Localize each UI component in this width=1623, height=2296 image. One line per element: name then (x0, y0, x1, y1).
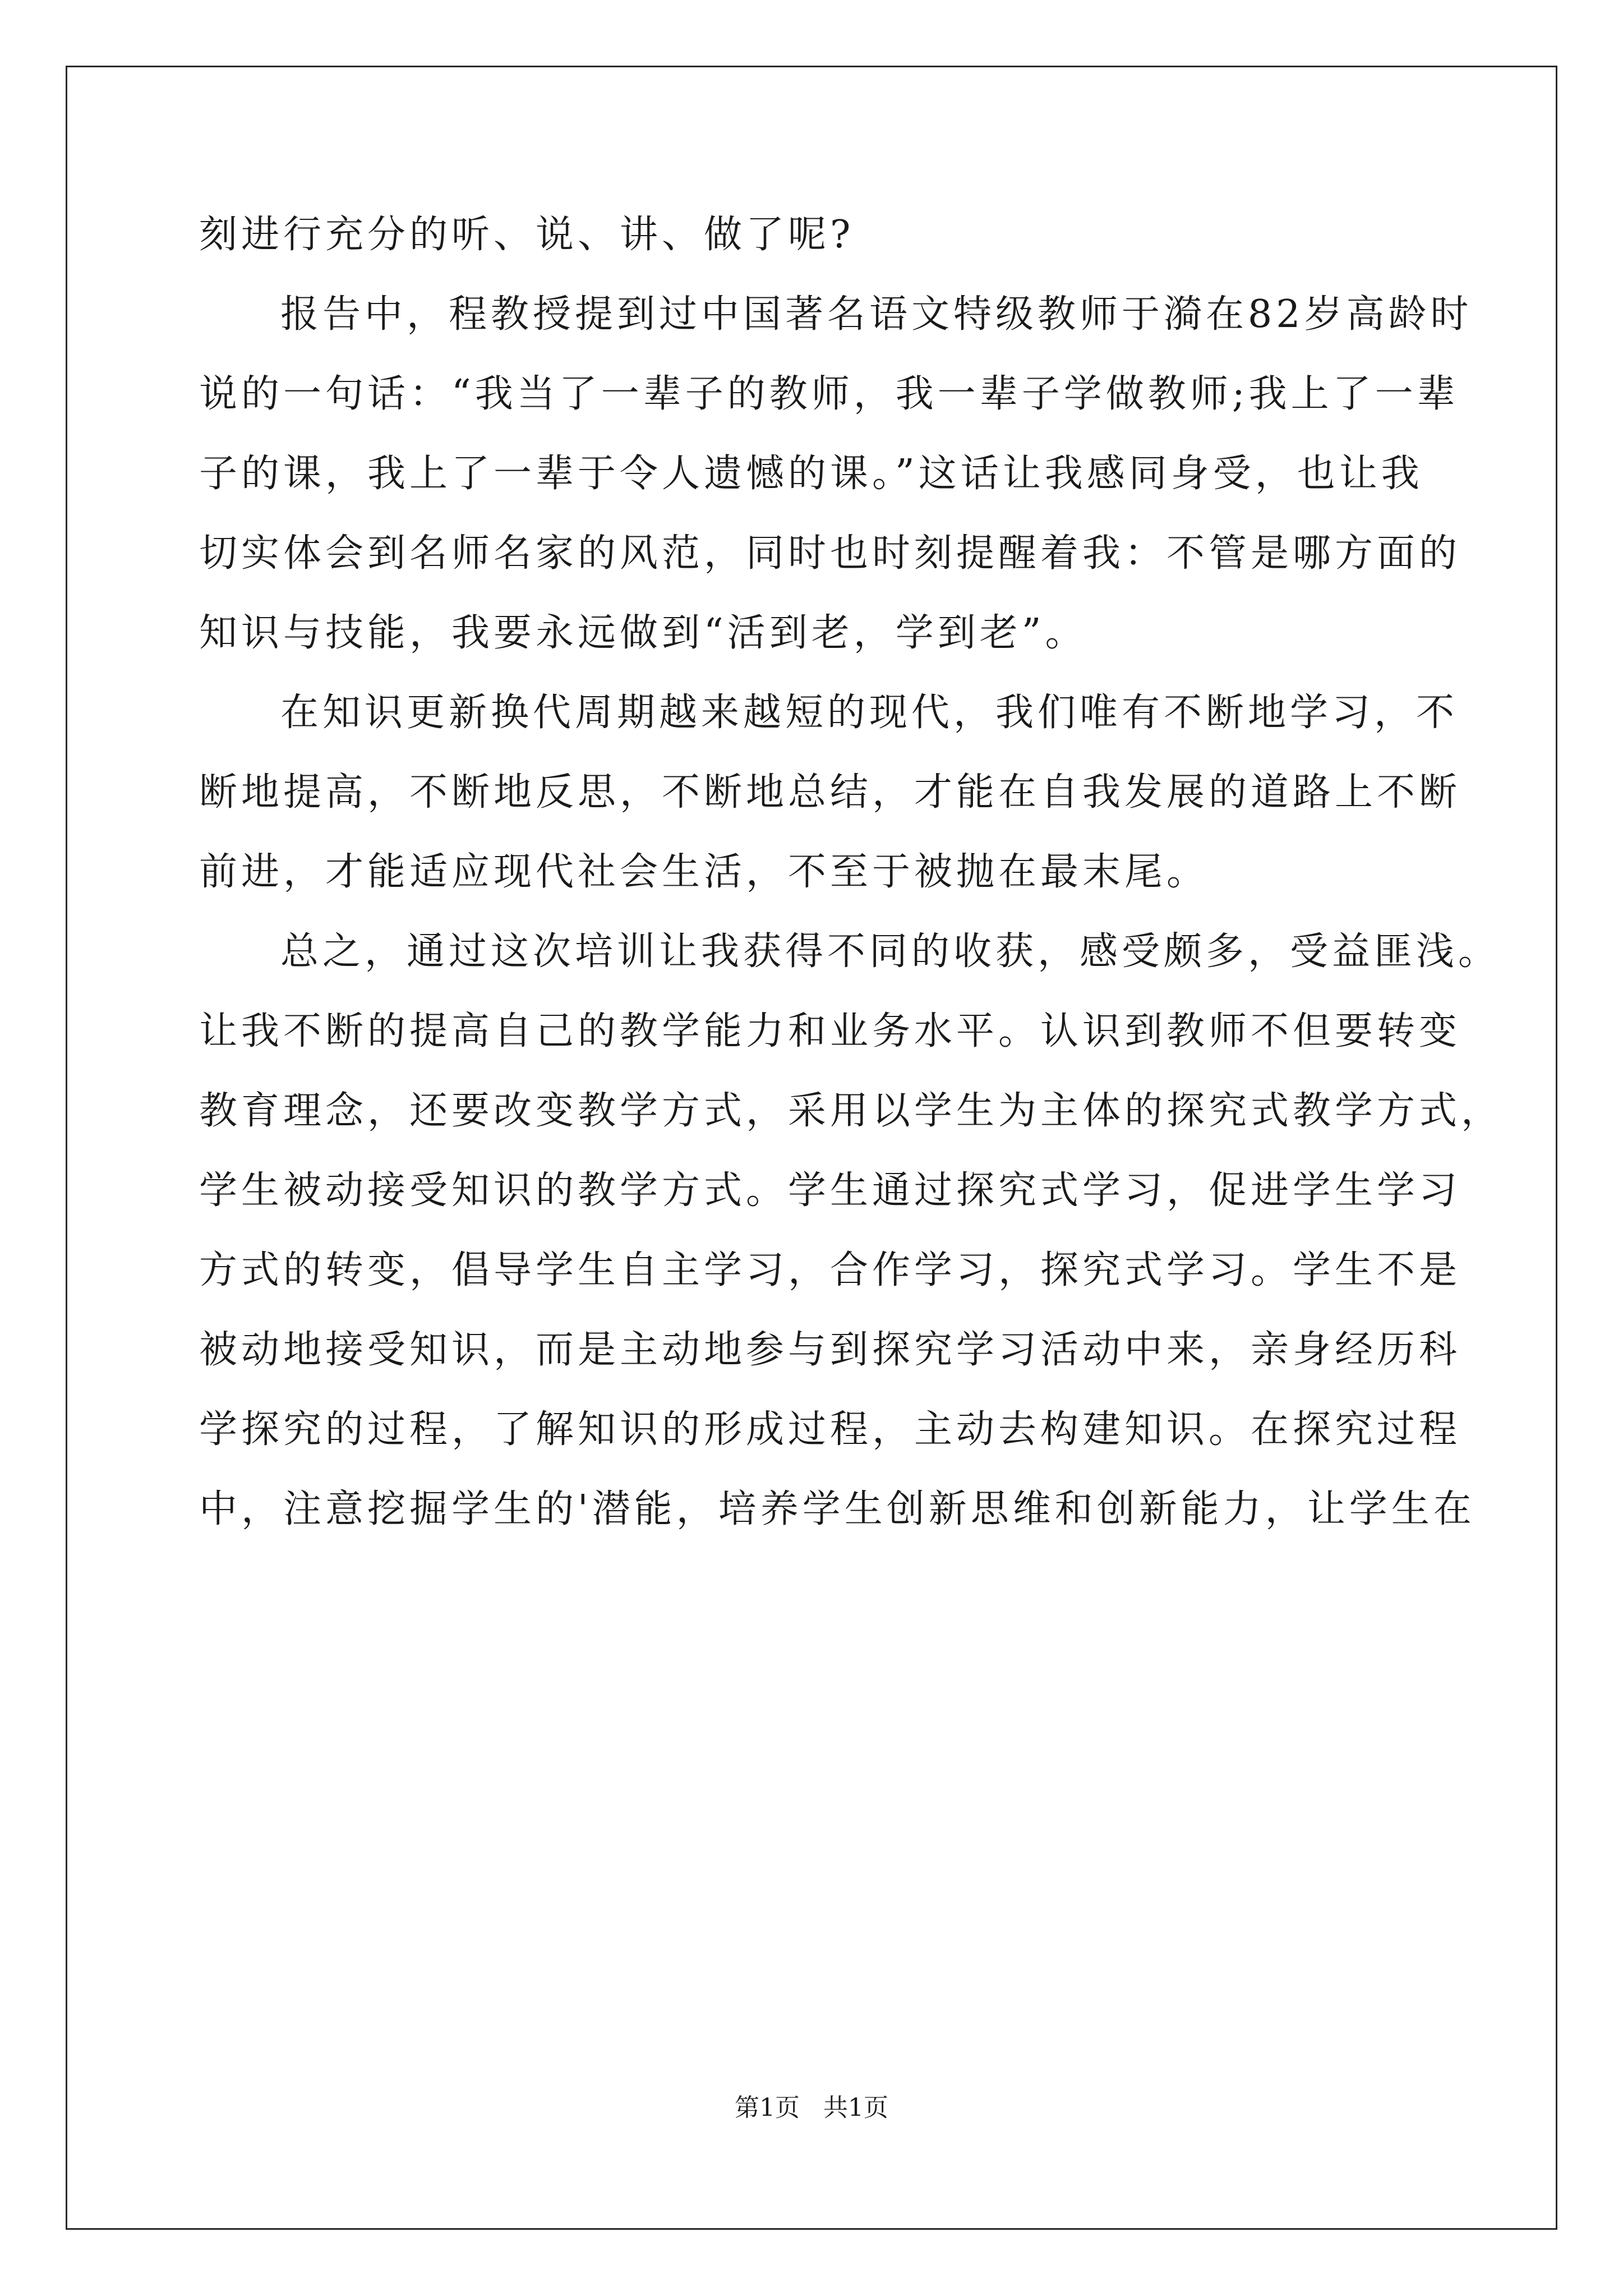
text-line: 教育理念，还要改变教学方式，采用以学生为主体的探究式教学方式， (199, 1089, 1504, 1133)
text-line: 中，注意挖掘学生的'潜能，培养学生创新思维和创新能力，让学生在 (199, 1487, 1476, 1531)
text-line: 学生被动接受知识的教学方式。学生通过探究式学习，促进学生学习 (199, 1168, 1461, 1213)
text-line: 被动地接受知识，而是主动地参与到探究学习活动中来，亲身经历科 (199, 1328, 1461, 1372)
text-line: 刻进行充分的听、说、讲、做了呢? (199, 213, 855, 257)
text-line: 知识与技能，我要永远做到“活到老，学到老”。 (199, 611, 1087, 655)
text-line: 断地提高，不断地反思，不断地总结，才能在自我发展的道路上不断 (199, 770, 1461, 815)
text-line: 子的课，我上了一辈于令人遗憾的课。”这话让我感同身受，也让我 (199, 452, 1423, 496)
text-line: 让我不断的提高自己的教学能力和业务水平。认识到教师不但要转变 (199, 1009, 1461, 1053)
text-line: 报告中，程教授提到过中国著名语文特级教师于漪在82岁高龄时 (280, 292, 1473, 337)
page-footer: 第1页 共1页 (735, 2093, 888, 2122)
text-line: 总之，通过这次培训让我获得不同的收获，感受颇多，受益匪浅。 (280, 930, 1501, 974)
text-line: 前进，才能适应现代社会生活，不至于被抛在最末尾。 (199, 850, 1209, 894)
document-body (199, 195, 1504, 1549)
text-line: 说的一句话：“我当了一辈子的教师，我一辈子学做教师;我上了一辈 (199, 372, 1459, 416)
text-line: 在知识更新换代周期越来越短的现代，我们唯有不断地学习，不 (280, 691, 1459, 735)
text-line: 学探究的过程，了解知识的形成过程，主动去构建知识。在探究过程 (199, 1407, 1461, 1452)
text-line: 方式的转变，倡导学生自主学习，合作学习，探究式学习。学生不是 (199, 1248, 1461, 1292)
text-line: 切实体会到名师名家的风范，同时也时刻提醒着我：不管是哪方面的 (199, 531, 1461, 576)
